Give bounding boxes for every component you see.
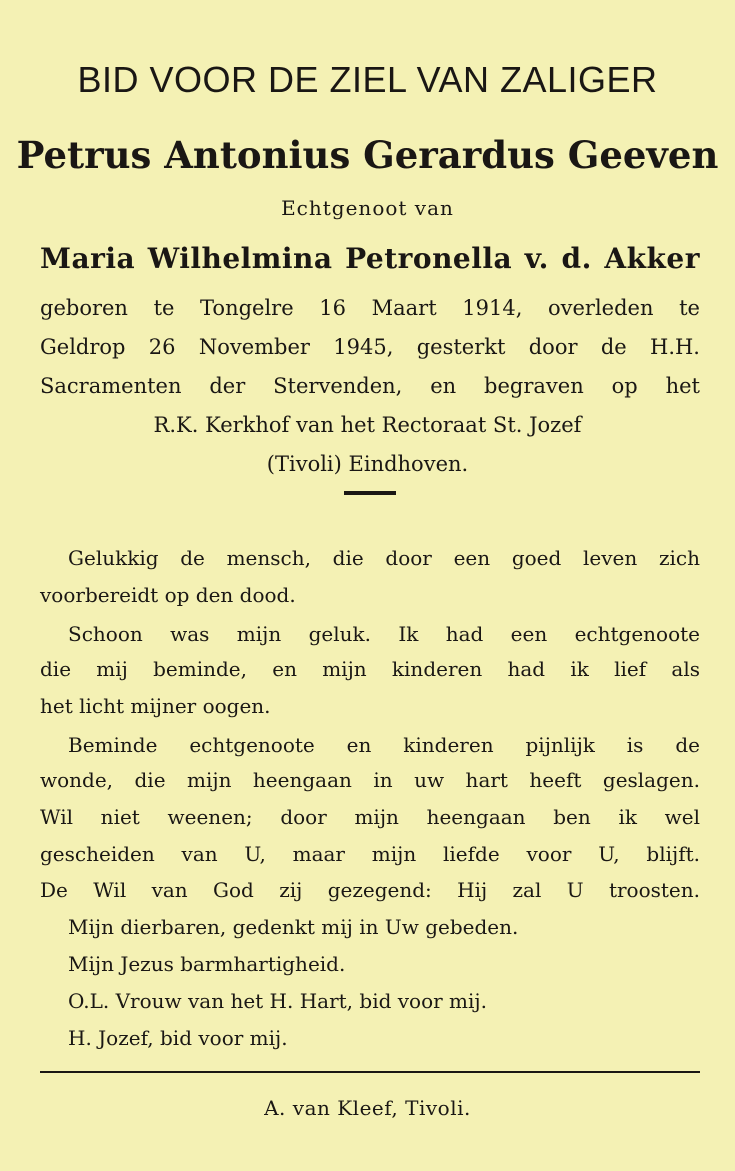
printer-credit: A. van Kleef, Tivoli. — [264, 1096, 471, 1120]
deceased-name: Petrus Antonius Gerardus Geeven — [16, 133, 719, 177]
verse-line: O.L. Vrouw van het H. Hart, bid voor mij. — [68, 989, 487, 1013]
verse-line: Gelukkig de mensch, die door een goed leven zich — [68, 546, 700, 570]
verse-line: Mijn Jezus barmhartigheid. — [68, 952, 346, 976]
biography-line: (Tivoli) Eindhoven. — [266, 452, 469, 476]
verse-line: gescheiden van U, maar mijn liefde voor U, blijft. — [40, 842, 700, 866]
verse-line: Wil niet weenen; door mijn heengaan ben ik wel — [40, 805, 700, 829]
biography-line: Sacramenten der Stervenden, en begraven op het — [40, 374, 700, 398]
card-heading: BID VOOR DE ZIEL VAN ZALIGER — [77, 59, 658, 100]
verse-line: H. Jozef, bid voor mij. — [68, 1026, 288, 1050]
verse-line: voorbereidt op den dood. — [40, 583, 296, 607]
biography-line: R.K. Kerkhof van het Rectoraat St. Jozef — [153, 413, 582, 437]
verse-line: het licht mijner oogen. — [40, 694, 271, 718]
biography-line: geboren te Tongelre 16 Maart 1914, overleden te — [40, 296, 700, 320]
verse-line: Schoon was mijn geluk. Ik had een echtgenoote — [68, 622, 700, 646]
verse-line: Beminde echtgenoote en kinderen pijnlijk is de — [68, 733, 700, 757]
verse-line: die mij beminde, en mijn kinderen had ik lief als — [40, 657, 700, 681]
spouse-label: Echtgenoot van — [281, 196, 454, 220]
biography-line: Geldrop 26 November 1945, gesterkt door de H.H. — [40, 335, 700, 359]
footer-divider — [40, 1071, 700, 1073]
verse-line: Mijn dierbaren, gedenkt mij in Uw gebeden. — [68, 915, 519, 939]
section-divider — [344, 491, 396, 495]
spouse-name: Maria Wilhelmina Petronella v. d. Akker — [40, 242, 700, 275]
verse-line: De Wil van God zij gezegend: Hij zal U troosten. — [40, 878, 700, 902]
verse-line: wonde, die mijn heengaan in uw hart heeft geslagen. — [40, 768, 700, 792]
